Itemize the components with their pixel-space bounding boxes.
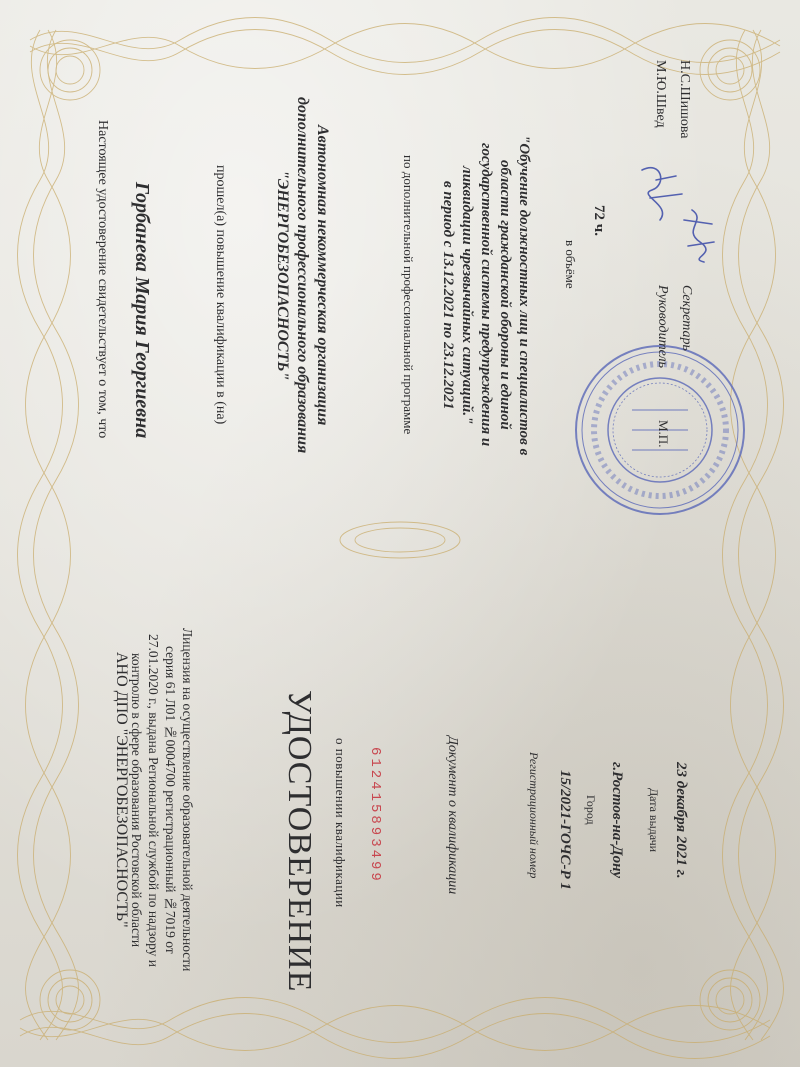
organization-line: дополнительного профессионального образования xyxy=(294,96,311,454)
head-role: Руководитель xyxy=(655,285,670,369)
document-title: УДОСТОВЕРЕНИЕ xyxy=(281,690,318,993)
issue-date: 23 декабря 2021 г. xyxy=(673,761,689,879)
stamp-mark: М.П. xyxy=(656,420,671,448)
secretary-name: Н.С.Шишова xyxy=(677,60,692,139)
head-name: М.Ю.Швед xyxy=(653,60,668,128)
program-label: по дополнительной профессиональной программе xyxy=(401,155,416,435)
holder-name: Горбанева Мария Георгиевна xyxy=(131,181,153,439)
course-period: в период с 13.12.2021 по 23.12.2021 xyxy=(440,180,456,410)
document-subtitle: о повышении квалификации xyxy=(333,737,348,908)
signatures xyxy=(612,150,722,270)
volume-value: 72 ч. xyxy=(591,205,607,236)
license-line: серия 61 Л01 №0004700 регистрационный №7019 от xyxy=(163,646,178,954)
organization-name xyxy=(272,55,332,495)
course-line: области гражданской обороны и единой xyxy=(497,160,513,430)
intro-text: Настоящее удостоверение свидетельствует о том, что xyxy=(95,120,110,439)
secretary-role: Секретарь xyxy=(679,285,694,351)
issue-date-label: Дата выдачи xyxy=(647,787,661,853)
organization-line: "ЭНЕРГОБЕЗОПАСНОСТЬ" xyxy=(274,169,291,381)
license-info xyxy=(128,585,196,1015)
organization-line: Автономная некоммерческая организация xyxy=(314,124,331,426)
license-line: Лицензия на осуществление образовательной деятельности xyxy=(180,628,195,972)
volume-label: в объёме xyxy=(563,240,578,289)
issuer-name: АНО ДПО "ЭНЕРГОБЕЗОПАСНОСТЬ" xyxy=(113,652,130,928)
license-line: 27.01.2020 г., выдана Региональной службой по надзору и xyxy=(146,633,161,967)
course-line: "Обучение должностных лиц и специалистов в xyxy=(516,134,532,456)
city-label: Город xyxy=(584,795,598,825)
serial-number: 612415893499 xyxy=(367,746,383,884)
registration-number: 15/2021-ГОЧС-Р 1 xyxy=(557,770,573,890)
city-value: г.Ростов-на-Дону xyxy=(609,761,625,879)
document-type: Документ о квалификации xyxy=(445,735,460,895)
registration-label: Регистрационный номер xyxy=(527,751,541,879)
license-line: контролю в сфере образования Ростовской области xyxy=(129,652,144,948)
course-line: ликвидации чрезвычайных ситуаций." xyxy=(459,165,475,425)
passed-text: прошел(а) повышение квалификации в (на) xyxy=(213,165,228,425)
course-line: государственной системы предупреждения и xyxy=(478,143,494,447)
course-title xyxy=(438,55,533,535)
